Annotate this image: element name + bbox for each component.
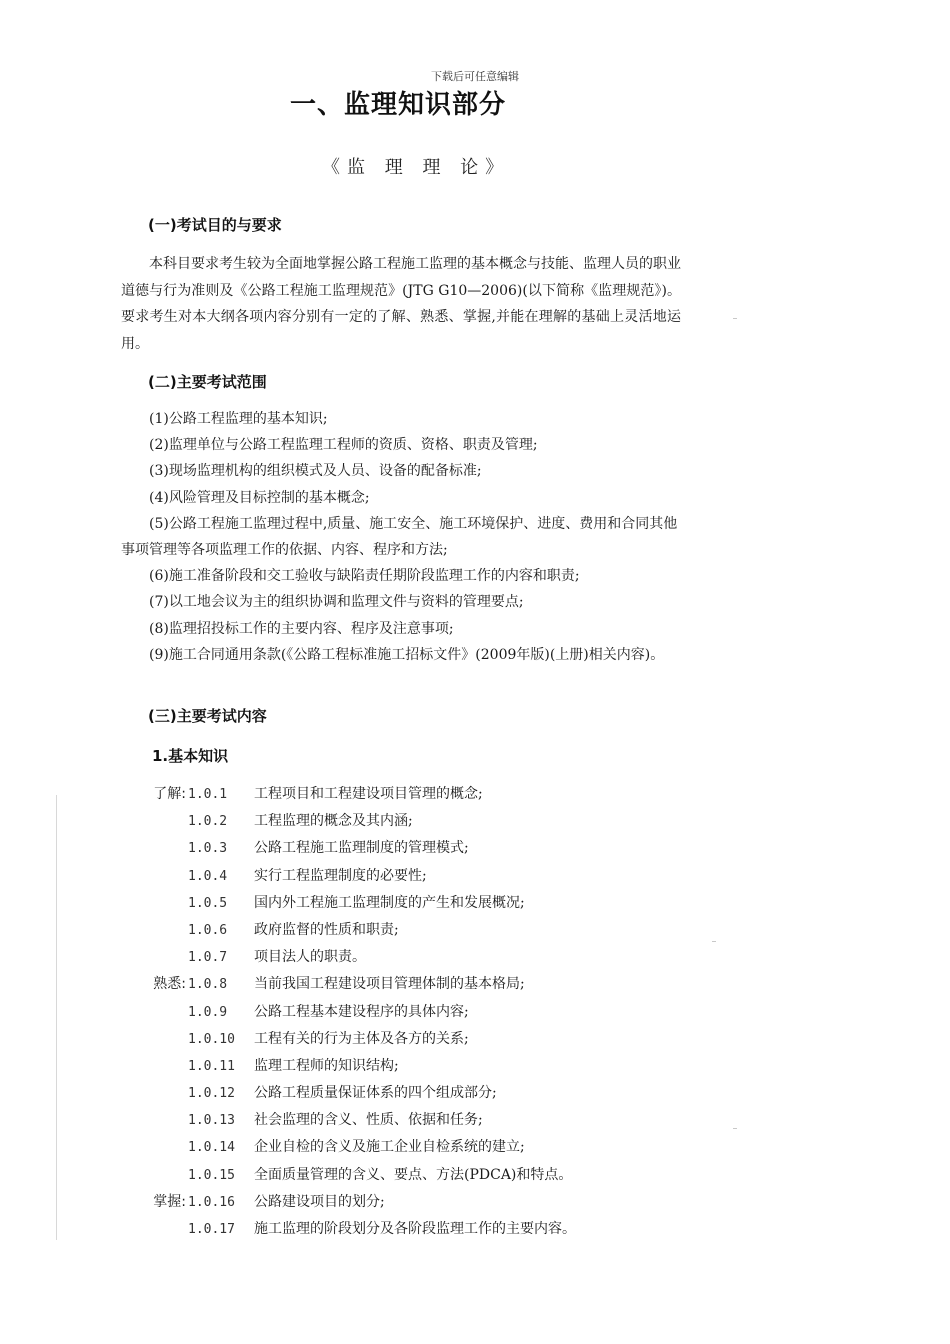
item-level: 了解:: [153, 786, 186, 802]
content-item: [140, 1134, 700, 1161]
item-text: 社会监理的含义、性质、依据和任务;: [254, 1112, 483, 1129]
item-code: 1.0.2: [188, 814, 228, 830]
item-code: 1.0.13: [188, 1113, 235, 1129]
item-text: 政府监督的性质和职责;: [254, 921, 399, 938]
section-heading-purpose: (一)考试目的与要求: [148, 216, 282, 234]
item-text: 当前我国工程建设项目管理体制的基本格局;: [254, 976, 525, 993]
page-title: 一、监理知识部分: [290, 90, 507, 120]
item-text: 国内外工程施工监理制度的产生和发展概况;: [254, 894, 525, 911]
item-text: 公路工程质量保证体系的四个组成部分;: [254, 1085, 497, 1102]
content-item: [140, 1189, 700, 1216]
content-item: [140, 863, 700, 890]
item-text: 工程有关的行为主体及各方的关系;: [254, 1030, 469, 1047]
item-text: 监理工程师的知识结构;: [254, 1057, 399, 1074]
item-level: 掌握:: [153, 1193, 186, 1210]
item-code: 1.0.15: [188, 1167, 235, 1183]
scope-item: (9)施工合同通用条款(《公路工程标准施工招标文件》(2009年版)(上册)相关内容)。: [149, 646, 665, 663]
item-text: 企业自检的含义及施工企业自检系统的建立;: [254, 1139, 525, 1156]
scan-speck: [733, 318, 737, 319]
content-item: [140, 808, 700, 835]
content-list: [140, 781, 700, 1243]
scope-list: [121, 406, 681, 668]
content-item: [140, 835, 700, 862]
item-code: 1.0.12: [188, 1086, 235, 1102]
item-code: 1.0.4: [188, 868, 228, 884]
purpose-paragraph: 本科目要求考生较为全面地掌握公路工程施工监理的基本概念与技能、监理人员的职业道德与行为准则及《公路工程施工监理规范》(JTG G10—2006)(以下简称《监理规范》)。要求考生对本大纲各项内容分别有一定的了解、熟悉、掌握,并能在理解的基础上灵活地运用。: [121, 256, 681, 352]
scope-item: (6)施工准备阶段和交工验收与缺陷责任期阶段监理工作的内容和职责;: [149, 568, 580, 585]
item-code: 1.0.10: [188, 1031, 235, 1047]
item-text: 公路工程施工监理制度的管理模式;: [254, 840, 469, 857]
item-code: 1.0.1: [188, 787, 228, 802]
section-heading-content: (三)主要考试内容: [148, 707, 267, 725]
item-text: 全面质量管理的含义、要点、方法(PDCA)和特点。: [254, 1166, 573, 1183]
content-item: [140, 1216, 700, 1243]
scope-item: (3)现场监理机构的组织模式及人员、设备的配备标准;: [149, 463, 482, 480]
page-subtitle: 《监 理 理 论》: [322, 157, 511, 178]
scan-margin-line: [56, 795, 57, 1240]
content-item: [140, 1107, 700, 1134]
content-item: [140, 1026, 700, 1053]
content-item: [140, 1162, 700, 1189]
item-code: 1.0.9: [188, 1004, 228, 1020]
content-item: [140, 944, 700, 971]
content-item: [140, 999, 700, 1026]
content-item: [140, 890, 700, 917]
subsection-heading-basics: 1.基本知识: [152, 747, 229, 765]
content-item: [140, 1053, 700, 1080]
item-code: 1.0.6: [188, 922, 228, 938]
scan-speck: [733, 1128, 737, 1129]
item-code: 1.0.11: [188, 1058, 235, 1074]
item-code: 1.0.14: [188, 1140, 235, 1156]
content-item: [140, 971, 700, 998]
scope-item: (4)风险管理及目标控制的基本概念;: [149, 489, 370, 506]
item-text: 工程监理的概念及其内涵;: [254, 813, 413, 830]
item-code: 1.0.17: [188, 1222, 235, 1237]
item-code: 1.0.3: [188, 841, 228, 857]
item-text: 公路工程基本建设程序的具体内容;: [254, 1003, 469, 1020]
item-text: 实行工程监理制度的必要性;: [254, 867, 427, 884]
item-code: 1.0.16: [188, 1194, 235, 1210]
item-code: 1.0.8: [188, 977, 228, 993]
item-level: 熟悉:: [153, 976, 186, 993]
item-text: 公路建设项目的划分;: [254, 1193, 385, 1210]
item-text: 施工监理的阶段划分及各阶段监理工作的主要内容。: [254, 1221, 576, 1237]
item-code: 1.0.5: [188, 895, 228, 911]
content-item: [140, 917, 700, 944]
content-item: [140, 781, 700, 808]
scope-item: (1)公路工程监理的基本知识;: [149, 411, 328, 427]
content-item: [140, 1080, 700, 1107]
item-code: 1.0.7: [188, 950, 228, 966]
scan-speck: [712, 941, 716, 942]
item-text: 项目法人的职责。: [254, 949, 366, 966]
watermark-text: 下载后可任意编辑: [431, 70, 519, 83]
scope-item: (2)监理单位与公路工程监理工程师的资质、资格、职责及管理;: [149, 437, 538, 454]
scope-item: (7)以工地会议为主的组织协调和监理文件与资料的管理要点;: [149, 594, 524, 611]
section-heading-scope: (二)主要考试范围: [148, 373, 267, 391]
scope-item: (8)监理招投标工作的主要内容、程序及注意事项;: [149, 620, 454, 637]
item-text: 工程项目和工程建设项目管理的概念;: [254, 786, 483, 802]
scope-item: (5)公路工程施工监理过程中,质量、施工安全、施工环境保护、进度、费用和合同其他事项管理等各项监理工作的依据、内容、程序和方法;: [121, 515, 678, 559]
